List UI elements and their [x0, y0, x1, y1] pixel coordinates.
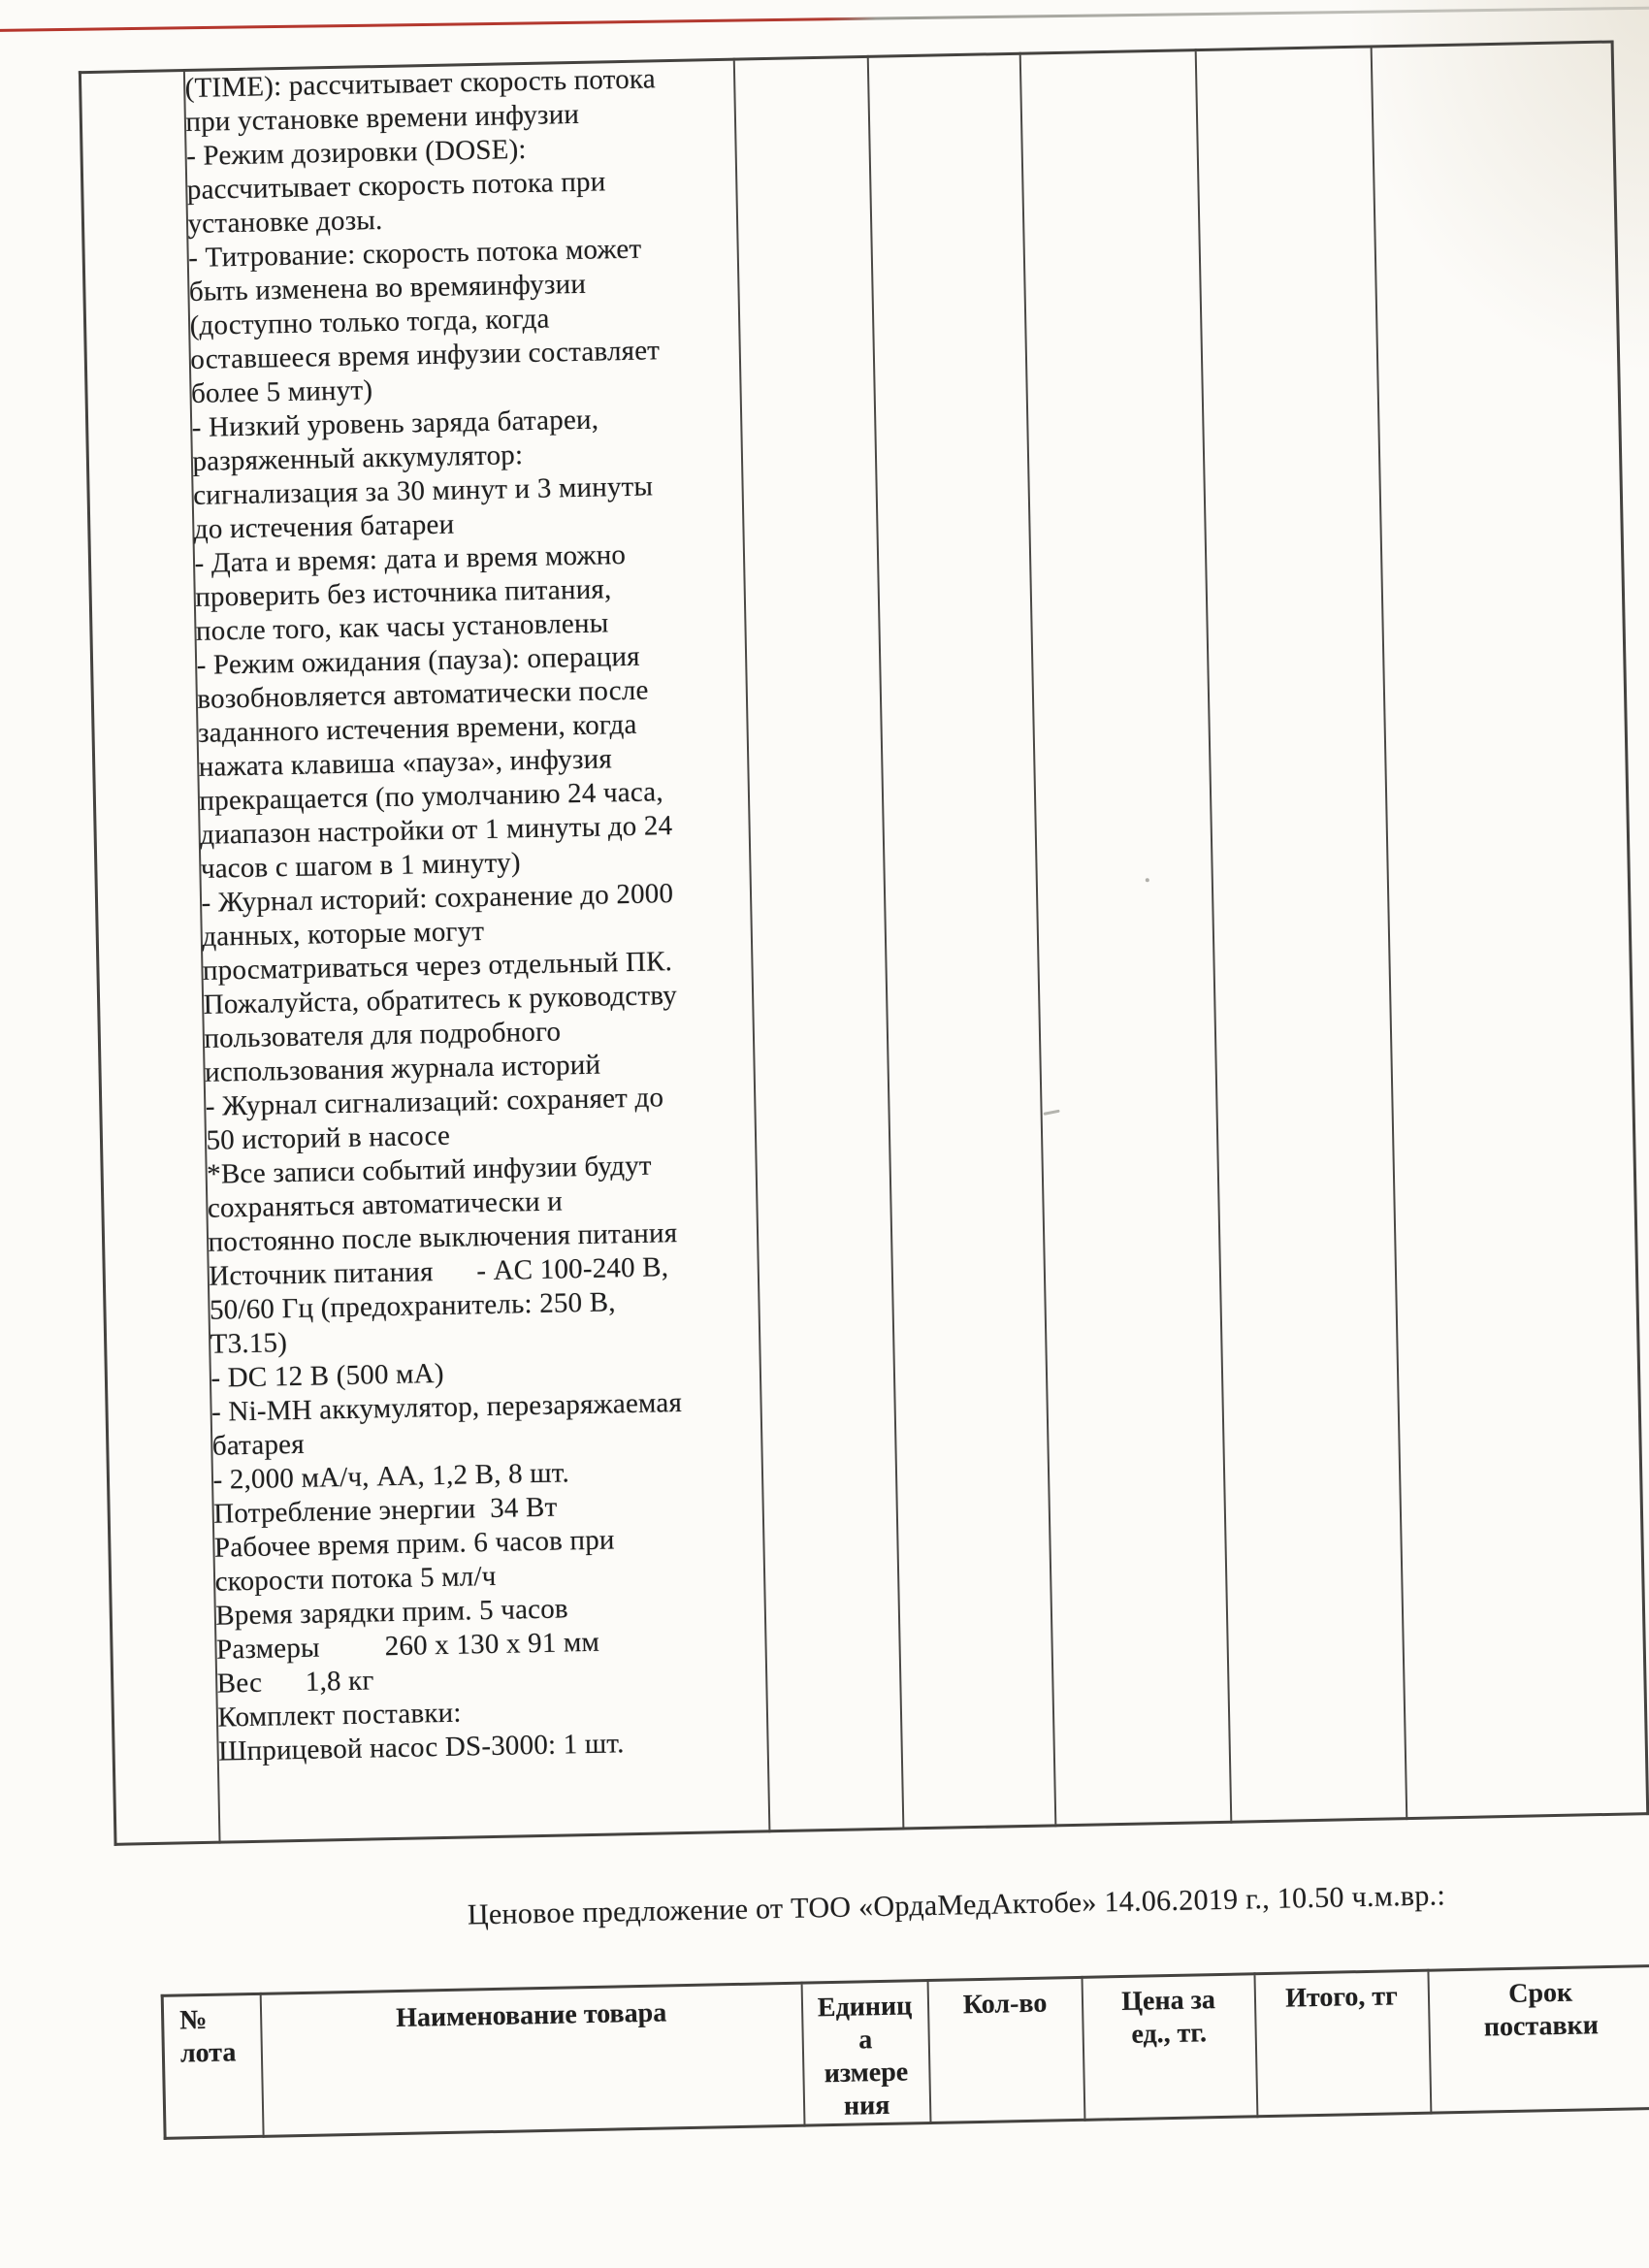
spec-text-line: - Режим ожидания (пауза): операция: [196, 640, 640, 681]
spec-text-line: Размеры 260 x 130 x 91 мм: [215, 1626, 600, 1666]
spec-text-line: - 2,000 мА/ч, АА, 1,2 В, 8 шт.: [212, 1457, 570, 1496]
column-header-product-name: Наименование товара: [260, 1983, 804, 2136]
spec-text-line: Потребление энергии 34 Вт: [212, 1491, 558, 1530]
spec-total-cell: [1195, 47, 1406, 1822]
spec-text-line: прекращается (по умолчанию 24 часа,: [199, 776, 664, 817]
spec-text-line: - Дата и время: дата и время можно: [194, 538, 627, 579]
spec-text-line: нажата клавиша «пауза», инфузия: [198, 743, 613, 783]
spec-delivery-term-cell: [1371, 42, 1648, 1819]
spec-text-line: заданного истечения времени, когда: [197, 708, 637, 749]
spec-table-row: [80, 42, 1647, 1844]
spec-text-line: более 5 минут): [190, 374, 373, 409]
spec-text-line: - Титрование: скорость потока может: [187, 233, 642, 274]
spec-text-line: просматриваться через отдельный ПК.: [202, 946, 673, 987]
spec-text-line: 50 историй в насосе: [206, 1119, 451, 1156]
scan-artifact-dot: [1146, 878, 1149, 882]
spec-table: [79, 40, 1649, 1845]
spec-text-line: Пожалуйста, обратитесь к руководству: [203, 980, 678, 1021]
spec-unit-price-cell: [1019, 50, 1231, 1826]
spec-text-line: постоянно после выключения питания: [208, 1217, 678, 1258]
spec-text-line: пользователя для подробного: [204, 1016, 562, 1054]
spec-text-line: - Режим дозировки (DOSE):: [185, 133, 527, 172]
spec-text-line: Т3.15): [210, 1327, 288, 1360]
spec-text-line: (TIME): рассчитывает скорость потока: [184, 63, 657, 105]
spec-text-line: *Все записи событий инфузии будут: [206, 1150, 653, 1190]
spec-text-line: скорости потока 5 мл/ч: [214, 1560, 497, 1598]
spec-text-line: сигнализация за 30 минут и 3 минуты: [192, 470, 654, 511]
spec-text-line: часов с шагом в 1 минуту): [200, 847, 522, 885]
column-header-lot-number: № лота: [162, 1993, 263, 2138]
spec-text-line: установке дозы.: [187, 204, 383, 240]
spec-description-cell: [183, 59, 769, 1842]
spec-text-line: Время зарядки прим. 5 часов: [215, 1593, 569, 1632]
spec-text-line: Рабочее время прим. 6 часов при: [213, 1524, 615, 1564]
column-header-unit-price: Цена за ед., тг.: [1082, 1974, 1257, 2121]
spec-text-line: оставшееся время инфузии составляет: [190, 335, 661, 375]
spec-text-line: (доступно только тогда, когда: [189, 303, 550, 341]
spec-text-line: диапазон настройки от 1 минуты до 24: [199, 810, 673, 851]
spec-text-line: Шприцевой насос DS-3000: 1 шт.: [217, 1728, 625, 1767]
column-header-delivery-term: Срок поставки: [1428, 1966, 1649, 2114]
offer-table-header-row: [162, 1966, 1649, 2139]
spec-text-line: - Журнал сигнализаций: сохраняет до: [205, 1082, 664, 1122]
spec-text-line: возобновляется автоматически после: [197, 674, 649, 715]
spec-text-line: - Журнал историй: сохранение до 2000: [201, 878, 674, 919]
column-header-total: Итого, тг: [1254, 1970, 1431, 2117]
spec-text-line: 50/60 Гц (предохранитель: 250 В,: [209, 1286, 617, 1326]
column-header-unit-of-measure: Единиц а измере ния: [801, 1981, 930, 2126]
spec-text-line: до истечения батареи: [193, 508, 455, 545]
spec-text-line: сохраняться автоматически и: [207, 1185, 564, 1224]
spec-text-line: - DC 12 В (500 мА): [210, 1357, 444, 1394]
spec-text-line: быть изменена во времяинфузии: [188, 268, 587, 308]
spec-text-line: разряженный аккумулятор:: [192, 439, 524, 477]
spec-text-line: использования журнала историй: [204, 1049, 601, 1088]
spec-text-line: рассчитывает скорость потока при: [186, 166, 606, 206]
offer-table: [161, 1964, 1649, 2140]
spec-text-line: Комплект поставки:: [217, 1697, 462, 1733]
spec-text-line: Вес 1,8 кг: [216, 1665, 374, 1700]
spec-text-line: данных, которые могут: [201, 916, 485, 953]
spec-text-line: батарея: [211, 1428, 306, 1462]
spec-text-line: Источник питания - AC 100-240 В,: [208, 1251, 669, 1292]
spec-text-line: при установке времени инфузии: [185, 98, 580, 139]
price-offer-caption: Ценовое предложение от ТОО «ОрдаМедАктобе» 14.06.2019 г., 10.50 ч.м.вр.:: [467, 1879, 1446, 1931]
spec-text-line: - Ni-MH аккумулятор, перезаряжаемая: [210, 1387, 683, 1428]
spec-text-line: проверить без источника питания,: [194, 573, 612, 613]
spec-text-line: после того, как часы установлены: [195, 607, 609, 647]
column-header-quantity: Кол-во: [927, 1977, 1084, 2122]
spec-text-line: - Низкий уровень заряда батареи,: [191, 404, 599, 443]
